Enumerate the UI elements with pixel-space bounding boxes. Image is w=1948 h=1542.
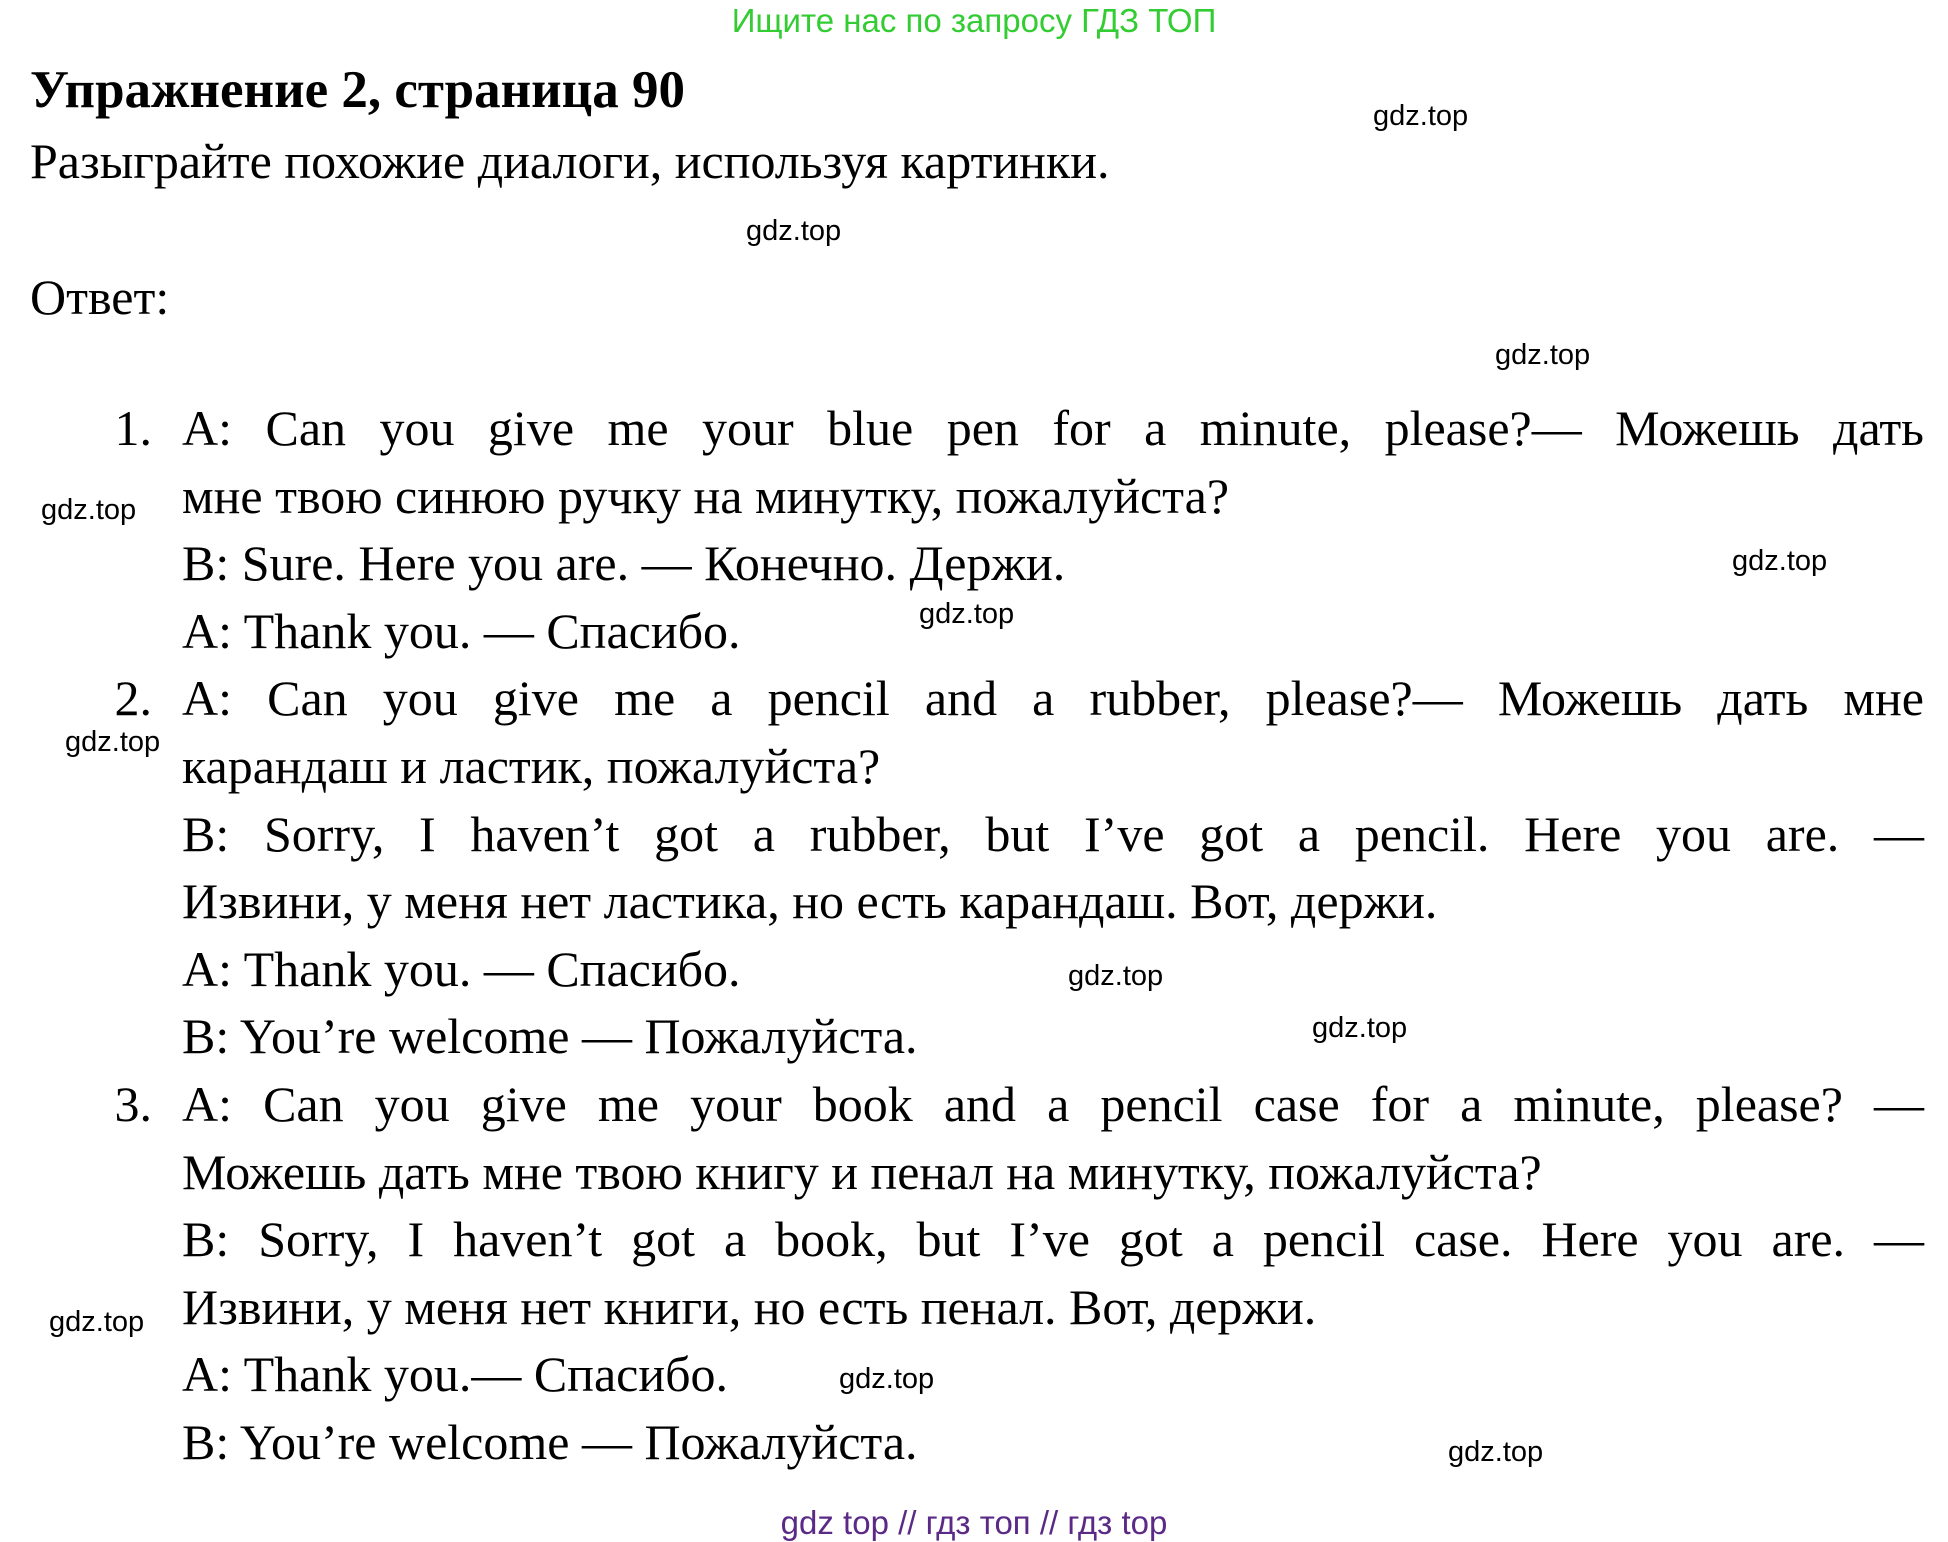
item-number: 3. xyxy=(114,1075,152,1132)
dialogue-line: B: You’re welcome — Пожалуйста. xyxy=(182,1008,918,1065)
item-number: 1. xyxy=(114,400,152,456)
dialogue-line: Извини, у меня нет книги, но есть пенал. Вот, держи. xyxy=(182,1278,1317,1335)
dialogue-line: Извини, у меня нет ластика, но есть карандаш. Вот, держи. xyxy=(182,873,1438,930)
watermark: gdz.top xyxy=(1373,100,1469,132)
watermark: gdz.top xyxy=(746,215,842,247)
dialogue-line: A: Can you give me a pencil and a rubber, please?— Можешь дать мне xyxy=(182,670,1924,727)
dialogue-line: B: Sorry, I haven’t got a book, but I’ve got a pencil case. Here you are. — xyxy=(182,1211,1924,1268)
watermark: gdz.top xyxy=(1495,339,1591,371)
watermark: gdz.top xyxy=(65,726,161,758)
item-body xyxy=(182,665,1924,1071)
dialogue-line: B: Sure. Here you are. — Конечно. Держи. xyxy=(182,535,1066,592)
exercise-title: Упражнение 2, страница 90 xyxy=(30,61,685,119)
answer-label: Ответ: xyxy=(30,269,170,325)
top-banner: Ищите нас по запросу ГДЗ ТОП xyxy=(731,2,1217,39)
list-item xyxy=(0,665,1948,1071)
watermark: gdz.top xyxy=(919,598,1015,630)
item-number: 2. xyxy=(114,670,152,727)
dialogue-line: A: Thank you.— Спасибо. xyxy=(182,1346,729,1403)
item-body xyxy=(182,395,1924,665)
watermark: gdz.top xyxy=(41,494,137,526)
answer-list xyxy=(0,395,1948,1477)
watermark: gdz.top xyxy=(1068,960,1164,992)
dialogue-line: A: Thank you. — Спасибо. xyxy=(182,602,741,659)
watermark: gdz.top xyxy=(839,1363,935,1395)
watermark: gdz.top xyxy=(1312,1012,1408,1044)
item-body xyxy=(182,1071,1924,1477)
watermark: gdz.top xyxy=(1448,1436,1544,1468)
footer-links: gdz top // гдз топ // гдз top xyxy=(780,1504,1168,1541)
dialogue-line: карандаш и ластик, пожалуйста? xyxy=(182,737,881,794)
dialogue-line: B: Sorry, I haven’t got a rubber, but I’ve got a pencil. Here you are. — xyxy=(182,805,1924,862)
dialogue-line: A: Thank you. — Спасибо. xyxy=(182,940,741,997)
dialogue-line: Можешь дать мне твою книгу и пенал на минутку, пожалуйста? xyxy=(182,1143,1542,1200)
watermark: gdz.top xyxy=(1732,545,1828,577)
dialogue-line: B: You’re welcome — Пожалуйста. xyxy=(182,1413,918,1470)
dialogue-line: A: Can you give me your book and a pencil case for a minute, please? — xyxy=(182,1075,1924,1132)
watermark: gdz.top xyxy=(49,1306,145,1338)
task-text: Разыграйте похожие диалоги, используя картинки. xyxy=(30,133,1110,189)
dialogue-line: A: Can you give me your blue pen for a minute, please?— Можешь дать xyxy=(182,400,1924,456)
dialogue-line: мне твою синюю ручку на минутку, пожалуйста? xyxy=(182,467,1230,524)
list-item xyxy=(0,1071,1948,1477)
